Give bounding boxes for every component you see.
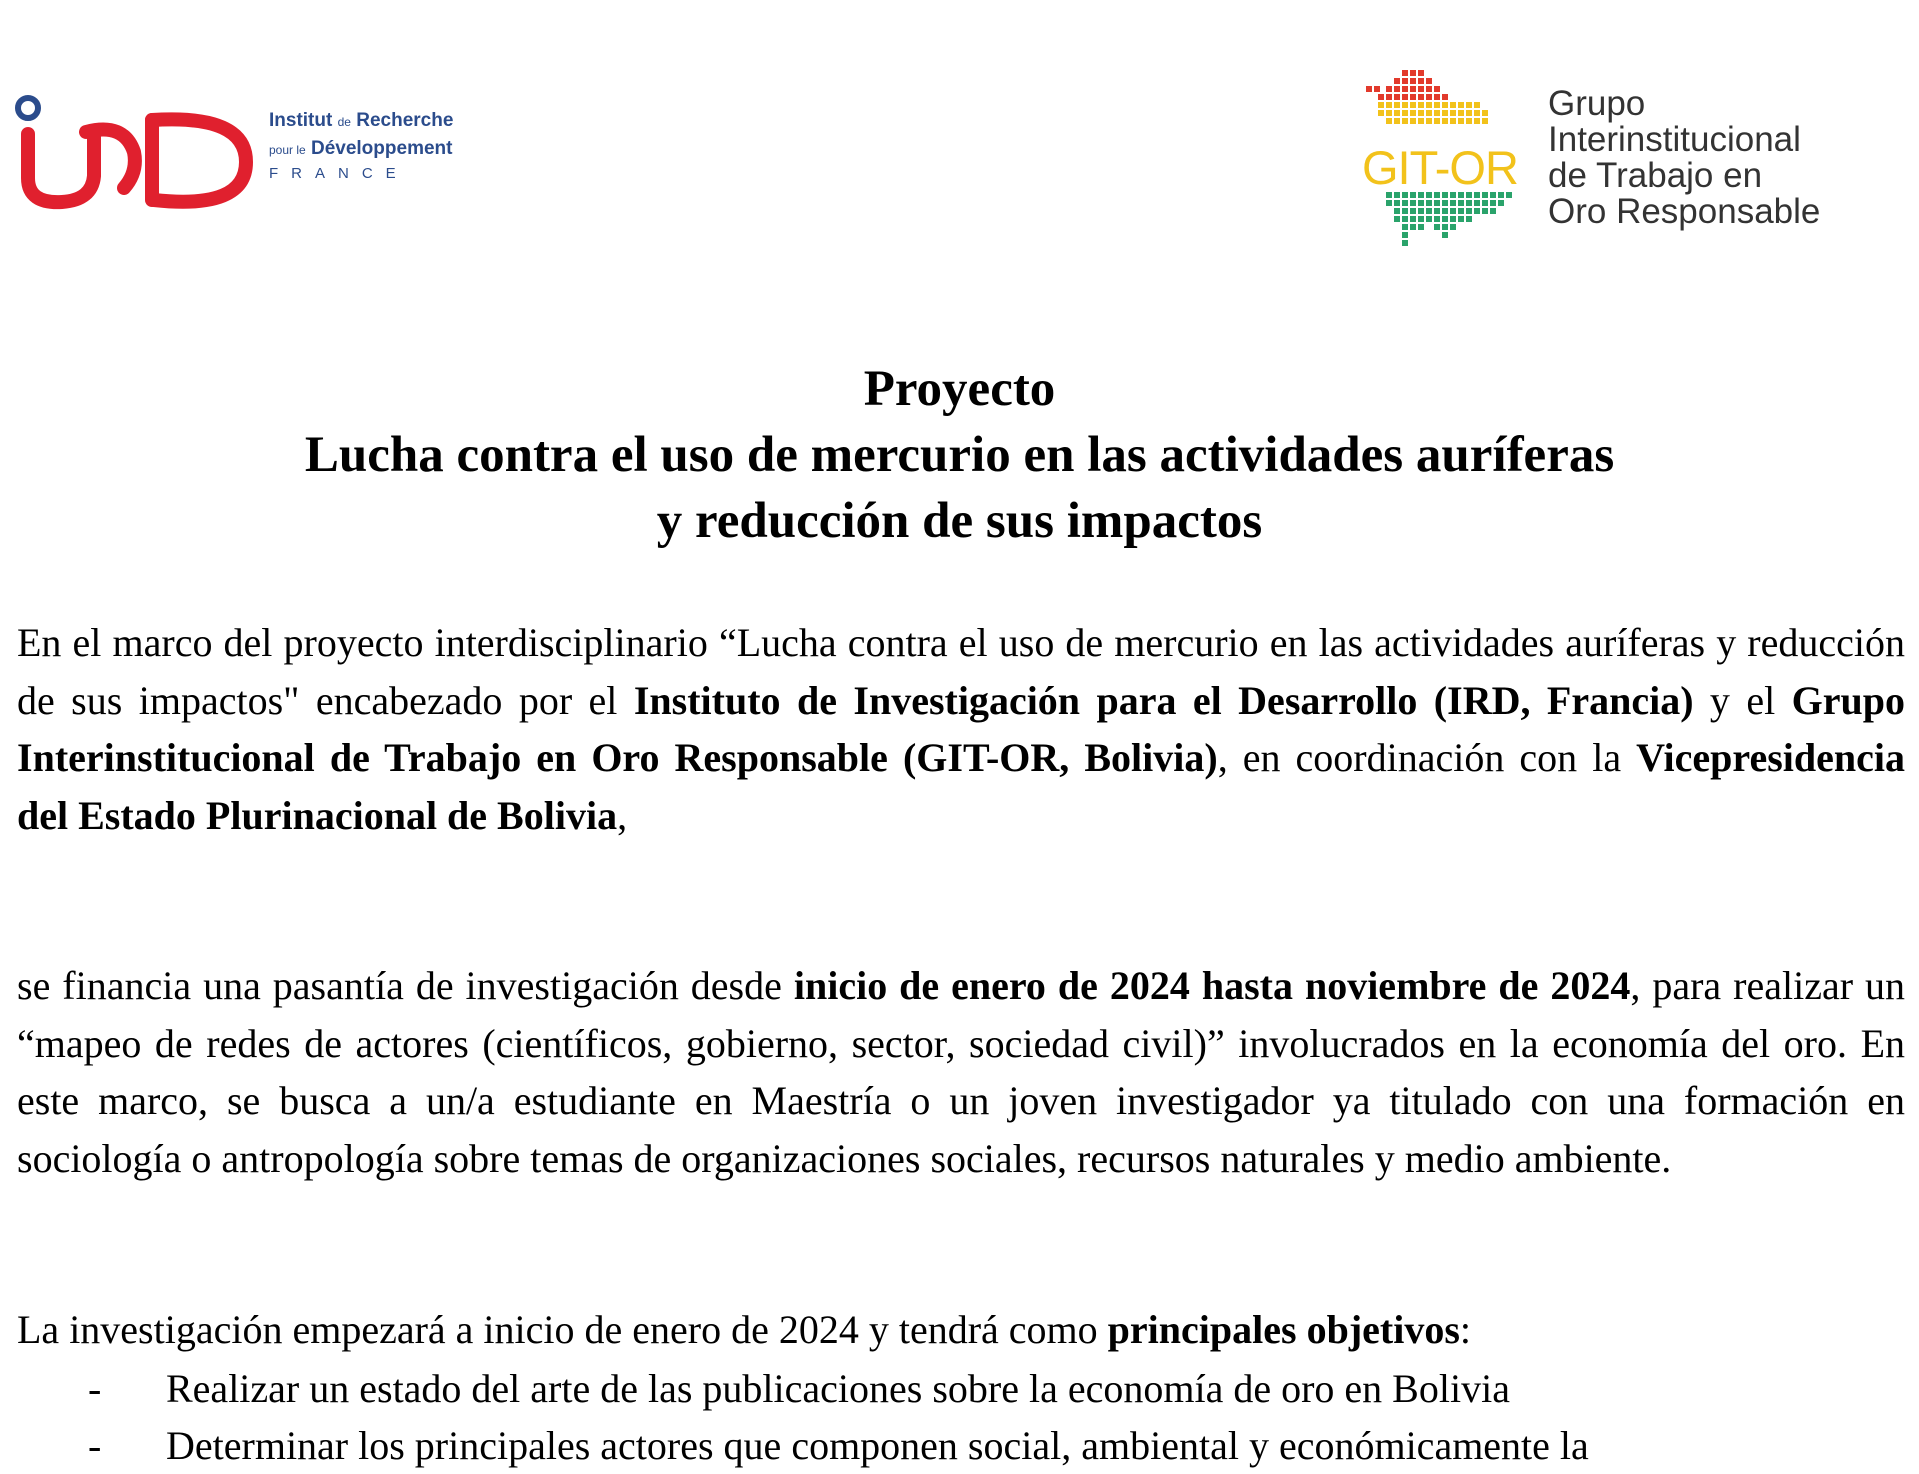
ird-logo — [14, 92, 514, 212]
ird-word-pour-le: pour le — [269, 143, 306, 157]
list-item — [88, 1360, 1510, 1417]
text-run: y el — [1693, 677, 1792, 723]
title-line-2: Lucha contra el uso de mercurio en las actividades auríferas — [304, 427, 1615, 483]
paragraph-internship — [17, 957, 1905, 1187]
list-item-text: Determinar los principales actores que componen social, ambiental y económicamente la — [166, 1423, 1589, 1468]
text-run: La investigación empezará a inicio de enero de 2024 y tendrá como — [17, 1307, 1108, 1352]
ird-wordmark — [269, 110, 453, 182]
list-item-text: Realizar un estado del arte de las publicaciones sobre la economía de oro en Bolivia — [166, 1366, 1510, 1411]
text-run: : — [1459, 1307, 1472, 1352]
ird-logo-mark — [14, 92, 264, 212]
text-run: , — [617, 792, 628, 838]
text-run: , para realizar un “mapeo de redes de actores (científicos, gobierno, sector, sociedad civil)” involucrados en la economía del oro. En este marco, se busca a un/a estudiante en Maestría o un joven investigador ya titulado con una formación en sociología o antropología sobre temas de organizaciones sociales, recursos naturales y medio ambiente. — [17, 963, 1906, 1181]
bold-run-ird: Instituto de Investigación para el Desarrollo (IRD, Francia) — [633, 677, 1694, 723]
gitor-abbreviation: GIT-OR — [1362, 141, 1518, 194]
paragraph-objectives-intro — [17, 1301, 1905, 1359]
gitor-name-line: de Trabajo en — [1548, 156, 1763, 195]
title-line-1: Proyecto — [863, 361, 1056, 417]
ird-word-france: FRANCE — [269, 165, 409, 182]
list-dash: - — [88, 1423, 102, 1468]
title-line-3: y reducción de sus impactos — [656, 493, 1263, 549]
ird-word-institut: Institut — [269, 110, 333, 131]
ird-word-recherche: Recherche — [356, 110, 454, 131]
list-item — [88, 1417, 1589, 1474]
gitor-full-name — [1548, 86, 1820, 230]
text-run: En el marco del proyecto interdisciplinario “Lucha contra el uso de mercurio en las actividades auríferas y reducción de sus impactos" encabezado por el — [17, 620, 1905, 723]
paragraph-intro — [17, 614, 1905, 844]
gitor-logo — [1362, 66, 1882, 266]
bold-run-vicepresidencia: Vicepresidencia del Estado Plurinacional de Bolivia — [17, 735, 1906, 838]
gitor-name-line: Interinstitucional — [1548, 120, 1801, 159]
text-run: , en coordinación con la — [1217, 735, 1637, 780]
text-run: se financia una pasantía de investigación desde — [17, 963, 794, 1008]
document-title — [0, 356, 1919, 554]
list-dash: - — [88, 1366, 102, 1411]
bold-run-objectives: principales objetivos — [1107, 1307, 1460, 1352]
bold-run-dates: inicio de enero de 2024 hasta noviembre de 2024 — [793, 963, 1631, 1008]
gitor-name-line: Grupo — [1548, 84, 1646, 123]
gitor-name-line: Oro Responsable — [1548, 192, 1821, 231]
ird-word-developpement: Développement — [310, 138, 453, 159]
ird-word-de: de — [337, 115, 351, 129]
bold-run-gitor: Grupo Interinstitucional de Trabajo en Oro Responsable (GIT-OR, Bolivia) — [17, 677, 1905, 780]
